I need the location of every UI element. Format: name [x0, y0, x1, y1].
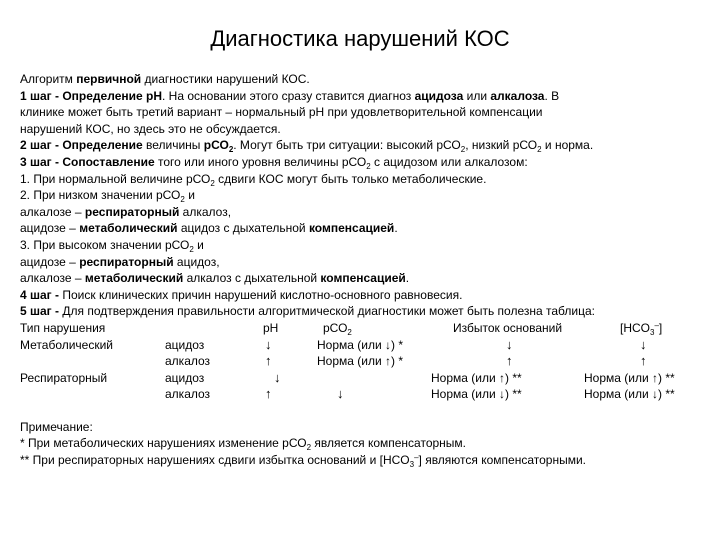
spacer	[20, 403, 700, 419]
subscript: 2	[347, 327, 352, 337]
text: ацидоз с дыхательной	[177, 221, 309, 236]
step2-line	[20, 137, 700, 154]
step-label: 4 шаг -	[20, 287, 63, 302]
table-cell: Норма (или ↓) **	[431, 387, 522, 402]
text: ]	[658, 320, 663, 335]
table-row	[20, 353, 700, 370]
table-cell: Норма (или ↑) **	[431, 370, 522, 385]
text-bold: метаболический	[84, 271, 184, 286]
text: алкалозе –	[20, 204, 85, 219]
note-1	[20, 435, 700, 452]
item2-alkalosis-line	[20, 204, 700, 221]
step1-line	[20, 88, 700, 105]
step1-line-3: нарушений КОС, но здесь это не обсуждается.	[20, 121, 281, 136]
table-cell: Норма (или ↓) *	[317, 337, 404, 352]
text-bold: первичной	[76, 72, 142, 86]
text: диагностики нарушений КОС.	[141, 72, 310, 86]
text: ацидозе –	[20, 254, 80, 269]
subscript: 2	[228, 145, 234, 155]
item2-line	[20, 187, 700, 204]
text: .	[394, 221, 398, 236]
text-bold	[203, 138, 234, 155]
superscript: –	[414, 453, 419, 463]
text: алкалозе –	[20, 271, 85, 286]
table-header-cell: Тип нарушения	[20, 320, 106, 335]
text: . На основании этого сразу ставится диагноз	[162, 88, 415, 103]
table-row	[20, 337, 700, 354]
table-cell: алкалоз	[165, 354, 211, 369]
table-cell: Метаболический	[20, 337, 114, 352]
table-row	[20, 370, 700, 387]
text: . В	[544, 88, 560, 103]
text-bold: алкалоза	[490, 88, 545, 103]
subscript: 2	[460, 145, 466, 155]
arrow-down-icon: ↓	[274, 369, 281, 385]
step3-line	[20, 154, 700, 171]
text: или	[463, 88, 491, 103]
text: 1. При нормальной величине рСО	[20, 171, 211, 186]
step-label: 2 шаг - Определение	[20, 138, 143, 153]
table-cell: алкалоз	[165, 387, 211, 402]
subscript: 2	[180, 195, 185, 205]
text: .	[405, 271, 410, 286]
item3-acidosis-line	[20, 254, 700, 271]
subscript: 2	[366, 161, 371, 171]
arrow-up-icon: ↑	[265, 353, 272, 369]
table-header-cell: рН	[263, 320, 279, 335]
text: величины	[142, 138, 204, 153]
text: . Могут быть три ситуации: высокий рСО	[233, 138, 461, 153]
subscript: 2	[210, 178, 215, 188]
document-body	[20, 71, 700, 469]
subscript: 2	[189, 244, 194, 254]
text: ] являются компенсаторными.	[418, 453, 586, 468]
text: рСО	[323, 320, 348, 335]
text: ацидоз,	[173, 254, 220, 269]
table-cell: Норма (или ↓) **	[584, 387, 675, 402]
arrow-down-icon: ↓	[640, 336, 647, 352]
text-bold: компенсацией	[308, 221, 395, 236]
text: ацидозе –	[20, 221, 80, 236]
arrow-up-icon: ↑	[640, 353, 647, 369]
subscript: 2	[306, 443, 312, 453]
text-bold: ацидоза	[414, 88, 464, 103]
text: алкалоз,	[179, 204, 232, 219]
table-cell: ацидоз	[165, 370, 205, 385]
intro-line	[20, 71, 700, 88]
item3-alkalosis-line	[20, 270, 700, 287]
arrow-up-icon: ↑	[506, 353, 513, 369]
text: с ацидозом или алкалозом:	[370, 154, 528, 169]
arrow-down-icon: ↓	[337, 386, 344, 402]
subscript: 3	[409, 460, 415, 470]
notes-heading: Примечание:	[20, 419, 93, 434]
table-row	[20, 386, 700, 403]
text: и норма.	[541, 138, 594, 153]
text: и	[193, 237, 204, 252]
table-header-cell	[620, 320, 662, 337]
text-bold: компенсацией	[320, 271, 406, 286]
table-cell: ацидоз	[165, 337, 205, 352]
text: того или иного уровня величины рСО	[154, 154, 367, 169]
item1-line	[20, 171, 700, 188]
text: 2. При низком значении рСО	[20, 188, 181, 203]
table-cell: Норма (или ↑) *	[317, 354, 404, 369]
text: [HCO	[620, 320, 650, 335]
text: * При метаболических нарушениях изменение рСО	[20, 436, 307, 451]
text: и	[184, 188, 195, 203]
text: , низкий рСО	[465, 138, 538, 153]
note-2	[20, 452, 700, 469]
item3-line	[20, 237, 700, 254]
step-label: 1 шаг - Определение рН	[20, 88, 162, 103]
text-bold: метаболический	[79, 221, 178, 236]
step4-line	[20, 287, 700, 304]
arrow-up-icon: ↑	[265, 386, 272, 402]
table-cell: Норма (или ↑) **	[584, 370, 675, 385]
subscript: 3	[650, 327, 655, 337]
text: сдвиги КОС могут быть только метаболические.	[214, 171, 487, 186]
text-bold: респираторный	[84, 204, 180, 219]
table-header-cell: Избыток оснований	[453, 320, 563, 335]
text: ** При респираторных нарушениях сдвиги избытка оснований и [HCO	[20, 453, 410, 468]
text: рСО	[203, 138, 229, 153]
text: Поиск клинических причин нарушений кислотно-основного равновесия.	[62, 287, 463, 302]
arrow-down-icon: ↓	[265, 336, 272, 352]
subscript: 2	[537, 145, 542, 155]
text-bold: респираторный	[79, 254, 174, 269]
text: 3. При высоком значении рСО	[20, 237, 190, 252]
step-label: 5 шаг -	[20, 304, 63, 319]
item2-acidosis-line	[20, 220, 700, 237]
superscript: –	[654, 320, 659, 330]
arrow-down-icon: ↓	[506, 336, 513, 352]
table-cell: Респираторный	[20, 370, 108, 385]
text: алкалоз с дыхательной	[183, 271, 321, 286]
table-header-cell	[323, 320, 352, 337]
step5-line	[20, 303, 700, 320]
text: является компенсаторным.	[311, 436, 467, 451]
step1-line-2: клинике может быть третий вариант – нормальный рН при удовлетворительной компенсации	[20, 105, 543, 120]
step-label: 3 шаг - Сопоставление	[20, 154, 155, 169]
page-title: Диагностика нарушений КОС	[210, 26, 510, 51]
text: Для подтверждения правильности алгоритмической диагностики может быть полезна таблица:	[62, 304, 595, 319]
text: Алгоритм	[20, 72, 77, 86]
table-header-row	[20, 320, 700, 337]
